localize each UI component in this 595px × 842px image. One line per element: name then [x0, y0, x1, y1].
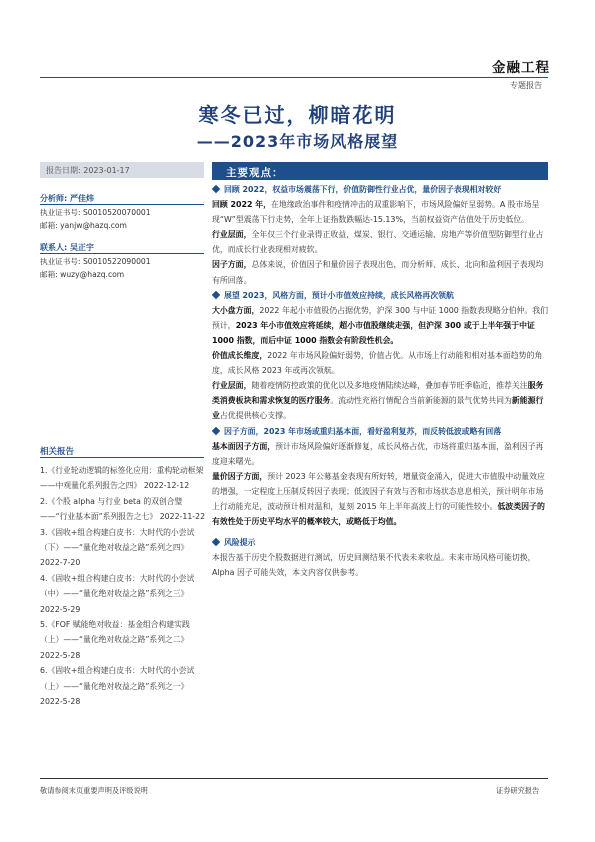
section-paragraph: 因子方面，总体来说，价值因子和量价因子表现出色，而分析师、成长、北向和盈利因子表现均有所回落。 [212, 260, 544, 285]
footer-rule [40, 778, 548, 779]
related-rule [40, 457, 204, 458]
section-paragraph: 回顾 2022 年，在地缘政治事件和疫情冲击的双重影响下，市场风险偏好呈弱势。A 股市场呈现“W”型震荡下行走势，全年上证指数跌幅达-15.13%，当前权益资产估值处于历史低位。 [212, 200, 540, 225]
analyst-rule [40, 204, 204, 205]
section-paragraph: 量价因子方面，预计 2023 年公募基金表现有所好转，增量资金涌入，促进大市值股中动量效应的增强，一定程度上压制反转因子表现；低波因子有效与否和市场状态息息相关，预计明年市场上行动能充足，波动预计相对温和，复刻 2015 年上半年高波上行的可能性较小。低波类因子的有效性处于历史平均水平的概率较大，或略低于均值。 [212, 471, 545, 527]
footer-disclaimer: 敬请参阅末页重要声明及评级说明 [40, 786, 148, 795]
section-heading: 回顾 2022，权益市场震荡下行，价值防御性行业占优，量价因子表现相对较好 [212, 182, 550, 197]
related-report-item[interactable]: 5.《FOF 赋能绝对收益：基金组合构建实践（上）——“量化绝对收益之路”系列之二》 2022-5-28 [40, 620, 190, 660]
related-report-item[interactable]: 3.《固收+组合构建白皮书：大时代的小尝试（下）——“量化绝对收益之路”系列之四》 2022-7-20 [40, 527, 195, 568]
main-content [212, 182, 550, 580]
report-date: 报告日期: 2023-01-17 [46, 166, 130, 175]
page-title: 寒冬已过，柳暗花明 [198, 103, 397, 127]
related-report-item[interactable]: 6.《固收+组合构建白皮书：大时代的小尝试（上）——“量化绝对收益之路”系列之一》 2022-5-28 [40, 666, 195, 707]
related-report-item[interactable]: 2.《个股 alpha 与行业 beta 的双创合璧——“行业基本面”系列报告之七》 2022-11-22 [40, 496, 206, 522]
section-paragraph: 行业层面，随着疫情防控政策的优化以及多地疫情陆续达峰，叠加春节旺季临近，推荐关注服务类消费板块和需求恢复的医疗服务。流动性充裕行情配合当前新能源的景气优势共同为新能源行业占优提供核心支撑。 [212, 381, 544, 421]
report-type: 专题报告 [510, 81, 542, 90]
section-paragraph: 价值成长维度，2022 年市场风险偏好弱势，价值占优。从市场上行动能和相对基本面趋势的角度，成长风格 2023 年或再次领航。 [212, 351, 543, 376]
section-paragraph: 大小盘方面，2022 年起小市值股仍占据优势，沪深 300 与中证 1000 指数表现略分伯仲。我们预计，2023 年小市值效应将延续，超小市值股继续走强，但沪深 300 或于上半年强于中证 1000 指数，而后中证 1000 指数会有阶段性机会。 [212, 305, 549, 345]
related-report-item[interactable]: 1.《行业轮动逻辑的标签化应用：重构轮动框架——中观量化系列报告之四》 2022-12-12 [40, 466, 204, 491]
diamond-bullet-icon [212, 185, 220, 193]
section-paragraph: 行业层面，全年仅三个行业录得正收益，煤炭、银行、交通运输、房地产等价值型防御型行业占优，而成长行业表现相对疲软。 [212, 230, 544, 255]
page-subtitle: ——2023年市场风格展望 [196, 132, 399, 151]
related-reports-label: 相关报告 [40, 447, 75, 457]
contact-rule [40, 253, 204, 254]
related-report-item[interactable]: 4.《固收+组合构建白皮书：大时代的小尝试（中）——“量化绝对收益之路”系列之三》 2022-5-29 [40, 573, 195, 614]
analyst-label: 分析师: 严佳炜 [40, 194, 94, 203]
section-heading: 因子方面，2023 年市场或重归基本面，看好盈利复苏，而反转低波或略有回落 [212, 424, 550, 439]
section-paragraph: 基本面因子方面，预计市场风险偏好逐渐修复，成长风格占优，市场将重归基本面，盈利因子再度迎来曙光。 [212, 441, 544, 466]
header-rule [40, 77, 548, 78]
diamond-bullet-icon [212, 538, 220, 546]
analyst-email[interactable]: 邮箱: yanjw@hazq.com [40, 221, 127, 230]
footer-label: 证券研究报告 [496, 786, 540, 795]
analyst-cert: 执业证书号: S0010520070001 [40, 208, 151, 217]
contact-email[interactable]: 邮箱: wuzy@hazq.com [40, 270, 125, 279]
main-points-heading: 主要观点： [226, 167, 284, 179]
brand-label: 金融工程 [492, 60, 550, 76]
diamond-bullet-icon [212, 290, 220, 298]
section-heading: 风险提示 [212, 535, 550, 550]
related-reports-list [40, 463, 208, 710]
contact-label: 联系人: 吴正宇 [40, 243, 94, 252]
contact-cert: 执业证书号: S0010522090001 [40, 257, 151, 266]
section-heading: 展望 2023，风格方面，预计小市值效应持续，成长风格再次领航 [212, 288, 550, 303]
diamond-bullet-icon [212, 426, 220, 434]
section-paragraph: 本报告基于历史个股数据进行测试，历史回测结果不代表未来收益。未来市场风格可能切换，Alpha 因子可能失效，本文内容仅供参考。 [212, 553, 536, 578]
